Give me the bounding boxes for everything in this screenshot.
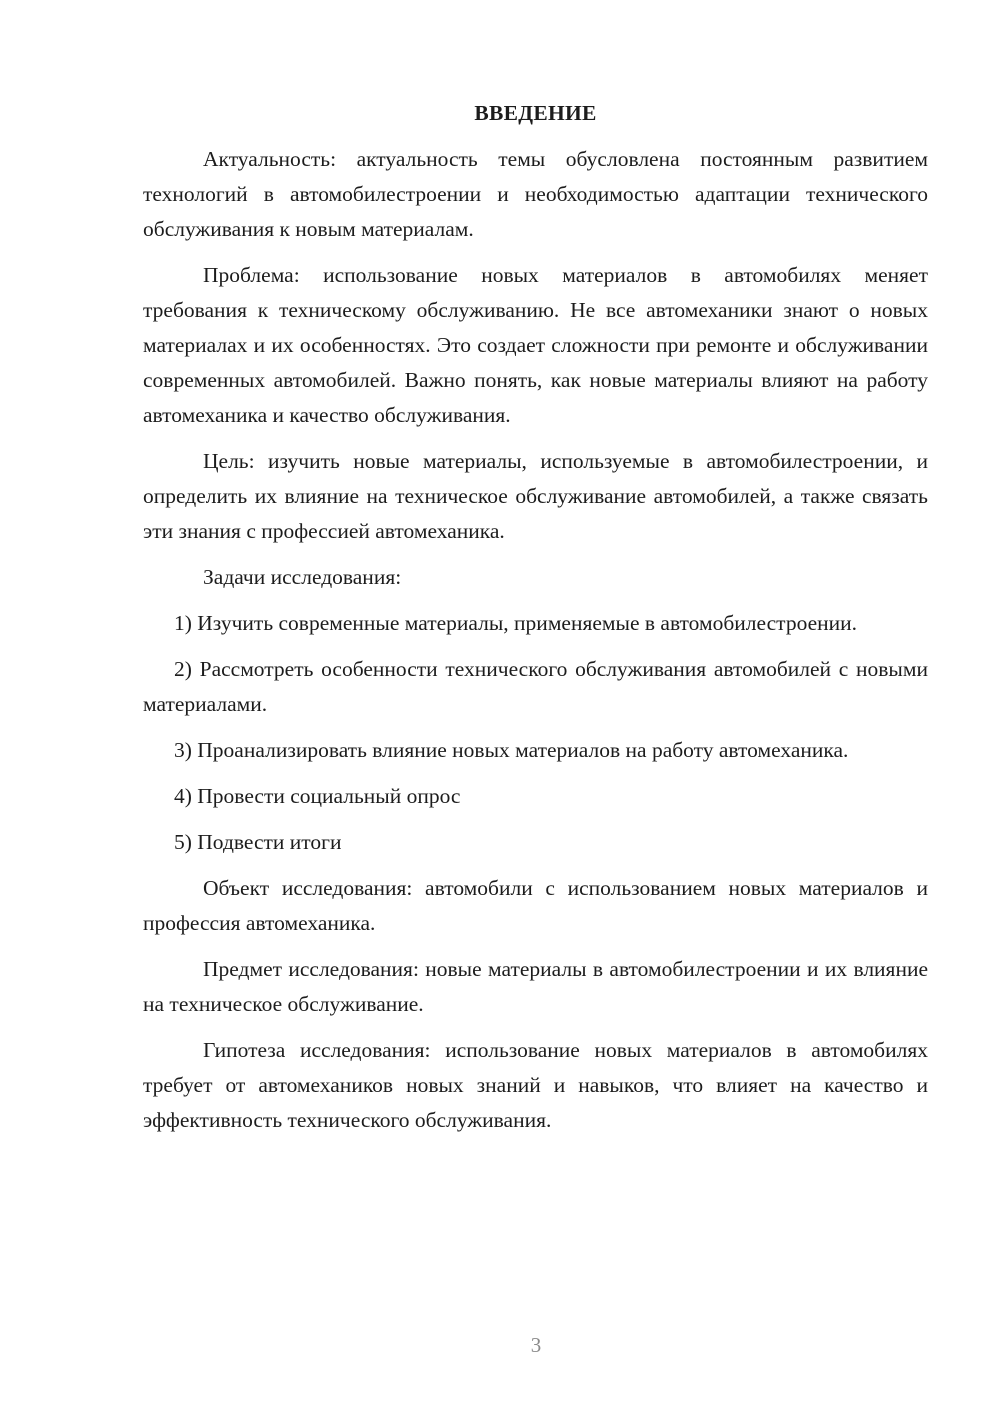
paragraph-hypothesis: Гипотеза исследования: использование новых материалов в автомобилях требует от автомехаников новых знаний и навыков, что влияет на качество и эффективность технического обслуживания. [143, 1038, 928, 1132]
paragraph-object: Объект исследования: автомобили с использованием новых материалов и профессия автомеханика. [143, 876, 928, 935]
tasks-list [143, 606, 928, 860]
task-item-3: 3) Проанализировать влияние новых материалов на работу автомеханика. [174, 738, 849, 762]
document-body [143, 96, 928, 1149]
task-item-5: 5) Подвести итоги [174, 830, 342, 854]
paragraph-subject: Предмет исследования: новые материалы в автомобилестроении и их влияние на техническое обслуживание. [143, 957, 928, 1016]
paragraph-relevance: Актуальность: актуальность темы обусловлена постоянным развитием технологий в автомобилестроении и необходимостью адаптации технического обслуживания к новым материалам. [143, 147, 928, 241]
paragraph-problem: Проблема: использование новых материалов в автомобилях меняет требования к техническому обслуживанию. Не все автомеханики знают о новых материалах и их особенностях. Это создает сложности при ремонте и обслуживании современных автомобилей. Важно понять, как новые материалы влияют на работу автомеханика и качество обслуживания. [143, 263, 928, 427]
paragraph-goal: Цель: изучить новые материалы, используемые в автомобилестроении, и определить их влияние на техническое обслуживание автомобилей, а также связать эти знания с профессией автомеханика. [143, 449, 928, 543]
section-heading: ВВЕДЕНИЕ [474, 101, 597, 125]
tasks-label: Задачи исследования: [203, 565, 402, 589]
task-item-4: 4) Провести социальный опрос [174, 784, 461, 808]
task-item-1: 1) Изучить современные материалы, применяемые в автомобилестроении. [174, 611, 858, 635]
task-item-2: 2) Рассмотреть особенности технического обслуживания автомобилей с новыми материалами. [143, 657, 928, 716]
page-number: 3 [530, 1333, 542, 1357]
